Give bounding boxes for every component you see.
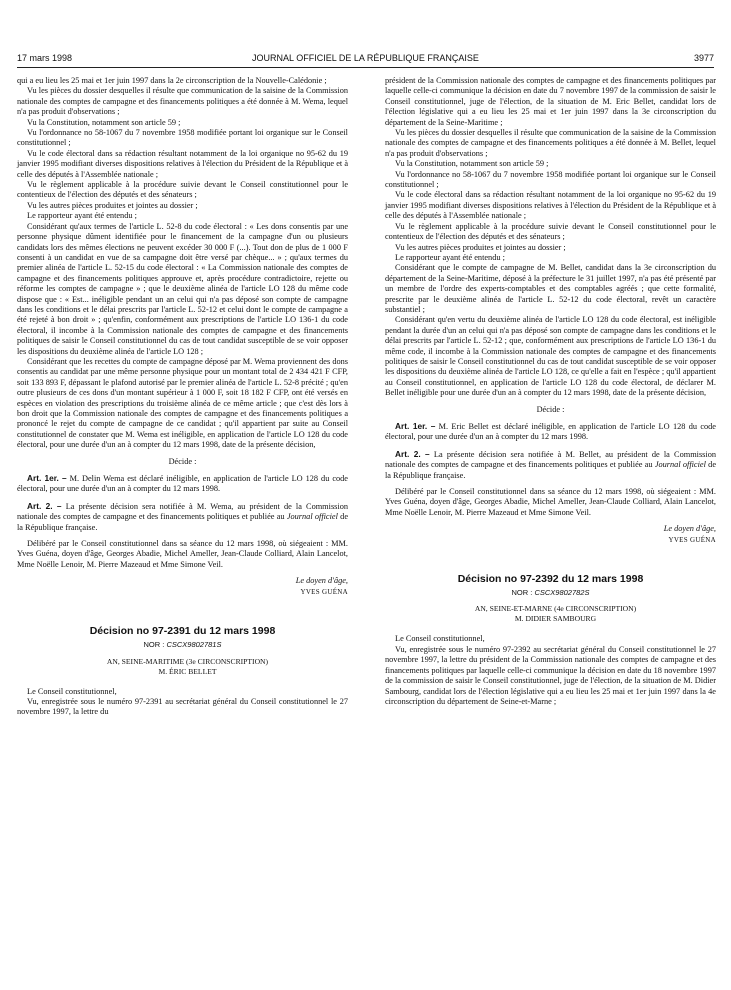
paragraph: Le Conseil constitutionnel, [395,634,485,644]
decision-candidate: M. ÉRIC BELLET [158,666,217,676]
signature-name: YVES GUÉNA [668,535,716,544]
paragraph: Le Conseil constitutionnel, [27,686,117,696]
deliberation: Délibéré par le Conseil constitutionnel dans sa séance du 12 mars 1998, où siégeaient : MM. Yves Guéna, doyen d'âge, Georges Abadie, Michel Ameller, Jean-Claude Colliard, Alain Lancelot, Mme Noëlle Lenoir, M. Pierre Mazeaud et Mme Simone Veil. [385,487,716,517]
left-column [17,76,348,718]
article-2 [385,449,716,481]
decision-title: Décision no 97-2392 du 12 mars 1998 [457,573,644,586]
paragraph: Le rapporteur ayant été entendu ; [27,211,137,221]
article-text: La présente décision sera notifiée à M. Bellet, au président de la Commission nationale des comptes de campagne et des financements politiques et publiée au [385,449,717,470]
article-label: Art. 1er. – [395,421,436,431]
paragraph: Vu, enregistrée sous le numéro 97-2392 au secrétariat général du Conseil constitutionnel le 27 novembre 1997, la lettre du président de la Commission nationale des comptes de campagne et des financements politiques par laquelle celle-ci communique la décision en date du 18 novembre 1997 de la commission de saisir le Conseil constitutionnel, juge de l'élection, de la situation de M. Didier Sambourg, candidat lors de l'élection législative qui a eu lieu les 25 mai et 1er juin 1997 dans la 4e circonscription du département de Seine-et-Marne ; [385,644,716,706]
right-column [385,76,716,707]
header-journal-title: JOURNAL OFFICIEL DE LA RÉPUBLIQUE FRANÇAISE [252,53,479,63]
paragraph: Vu l'ordonnance no 58-1067 du 7 novembre 1958 modifiée portant loi organique sur le Conseil constitutionnel ; [385,169,716,190]
paragraph: Considérant qu'aux termes de l'article L. 52-8 du code électoral : « Les dons consentis par une personne physique dûment identifiée pour le financement de la campagne d'un ou plusieurs candidats lors des mêmes élections ne peuvent excéder 30 000 F (...). Tout don de plus de 1 000 F consenti à un candidat en vue de sa campagne doit être versé par chèque... » ; qu'aux termes du premier alinéa de l'article L. 52-15 du code électoral : « La Commission nationale des comptes de campagne et des financements politiques approuve et, après procédure contradictoire, rejette ou réforme les comptes de campagne » ; que le deuxième alinéa de l'article LO 128 du même code dispose que : « Est... inéligible pendant un an celui qui n'a pas déposé son compte de campagne dans les conditions et le délai prescrits par l'article L. 52-12 et celui dont le compte de campagne a été rejeté à bon droit » ; qu'enfin, conformément aux prescriptions de l'article LO 136-1 du code électoral, il incombe à la Commission nationale des comptes de campagne et des financements politiques de saisir le Conseil constitutionnel du cas de tout candidat susceptible de se voir opposer les dispositions du deuxième alinéa de l'article LO 128 ; [17,221,348,356]
article-2 [17,501,348,533]
article-label: Art. 2. – [27,500,62,511]
article-text: M. Delin Wema est déclaré inéligible, en application de l'article LO 128 du code électoral, pour une durée d'un an à compter du 12 mars 1998. [17,474,348,494]
paragraph: Vu les pièces du dossier desquelles il résulte que communication de la saisine de la Commission nationale des comptes de campagne et des financements politiques a été donnée à M. Bellet, lequel n'a pas produit d'observations ; [385,128,716,158]
page-header [17,53,714,68]
decide-heading: Décide : [536,404,565,414]
nor-label: NOR : [511,588,535,598]
paragraph: Vu, enregistrée sous le numéro 97-2391 au secrétariat général du Conseil constitutionnel le 27 novembre 1997, la lettre du [17,696,348,717]
article-text: M. Eric Bellet est déclaré inéligible, en application de l'article LO 128 du code électoral, pour une durée d'un an à compter du 12 mars 1998. [385,422,716,442]
nor-reference [17,640,348,650]
signature-title: Le doyen d'âge, [295,576,348,586]
paragraph: Vu l'ordonnance no 58-1067 du 7 novembre 1958 modifiée portant loi organique sur le Conseil constitutionnel ; [17,128,348,148]
article-1 [385,421,716,443]
paragraph: Considérant qu'en vertu du deuxième alinéa de l'article LO 128 du code électoral, est inéligible pendant la durée d'un an celui qui n'a pas déposé son compte de campagne dans les conditions et le délai prescrits par l'article L. 52-12 ; que, conformément aux prescriptions de l'article LO 136-1 du même code, il incombe à la Commission nationale des comptes de campagne et des financements politiques de saisir le Conseil constitutionnel du cas de tout candidat susceptible de se voir opposer les dispositions du deuxième alinéa de l'article LO 128, ce qu'elle a fait en l'espèce ; qu'il appartient au Conseil constitutionnel, en application de l'article LO 128 du code électoral, de déclarer M. Bellet inéligible pour une durée d'un an à compter du 12 mars 1998, date de la présente décision, [385,315,716,398]
paragraph: qui a eu lieu les 25 mai et 1er juin 1997 dans la 2e circonscription de la Nouvelle-Calédonie ; [17,76,327,85]
journal-officiel-italic: Journal officiel [286,512,338,522]
paragraph: Vu le code électoral dans sa rédaction résultant notamment de la loi organique no 95-62 du 19 janvier 1995 modifiant diverses dispositions relatives à l'élection du Président de la République et à celle des députés à l'Assemblée nationale ; [385,190,716,221]
paragraph: Vu les autres pièces produites et jointes au dossier ; [27,200,198,210]
paragraph: Vu les pièces du dossier desquelles il résulte que communication de la saisine de la Commission nationale des comptes de campagne et des financements politiques a été donnée à M. Wema, lequel n'a pas produit d'observations ; [17,86,348,117]
header-date: 17 mars 1998 [17,53,73,63]
paragraph: Considérant que le compte de campagne de M. Bellet, candidat dans la 3e circonscription du département de la Seine-Maritime, déposé à la préfecture le 31 juillet 1997, n'a pas été présenté par un membre de l'ordre des experts-comptables et des comptables agréés ; que cette formalité, prescrite par le deuxième alinéa de l'article L. 52-12 du code électoral, revêt un caractère substantiel ; [385,263,716,314]
nor-code: CSCX9802781S [166,640,222,650]
article-1 [17,473,348,495]
signature-title: Le doyen d'âge, [663,524,716,534]
paragraph: Le rapporteur ayant été entendu ; [395,252,505,262]
article-label: Art. 1er. – [27,473,67,484]
paragraph: Vu le code électoral dans sa rédaction résultant notamment de la loi organique no 95-62 du 19 janvier 1995 modifiant diverses dispositions relatives à l'élection du Président de la République et à celle des députés à l'Assemblée nationale ; [17,148,348,179]
deliberation: Délibéré par le Conseil constitutionnel dans sa séance du 12 mars 1998, où siégeaient : MM. Yves Guéna, doyen d'âge, Georges Abadie, Michel Ameller, Jean-Claude Colliard, Alain Lancelot, Mme Noëlle Lenoir, M. Pierre Mazeaud et Mme Simone Veil. [17,539,348,569]
paragraph: Vu la Constitution, notamment son article 59 ; [27,117,181,127]
nor-code: CSCX9802782S [534,588,590,598]
decision-subtitle: AN, SEINE-ET-MARNE (4e CIRCONSCRIPTION) [474,604,637,614]
paragraph: Considérant que les recettes du compte de campagne déposé par M. Wema proviennent des dons consentis au candidat par une même personne physique pour un montant total de 2 434 421 F CFP, soit 133 893 F, dépassant le plafond autorisé par le premier alinéa de l'article L. 52-8 précité ; qu'en outre plusieurs de ces dons d'un montant supérieur à 1 000 F, soit 18 182 F CFP, ont été versés en espèces en violation des prescriptions du troisième alinéa de ce même article ; que c'est dès lors à bon droit que la Commission nationale des comptes de campagne et des financements politiques a prononcé le rejet du compte de campagne de ce candidat ; qu'il appartient par suite au Conseil constitutionnel de constater que M. Wema est inéligible, en application de l'article LO 128 du code électoral, pour une durée d'un an à compter du 12 mars 1998, date de la présente décision, [17,356,348,450]
signature-name: YVES GUÉNA [300,587,348,596]
article-text: de la République française. [385,460,717,480]
nor-reference [385,588,716,598]
paragraph: Vu le règlement applicable à la procédure suivie devant le Conseil constitutionnel pour le contentieux de l'élection des députés et des sénateurs ; [385,221,716,242]
nor-label: NOR : [143,640,167,650]
decide-heading: Décide : [168,456,197,466]
article-label: Art. 2. – [395,448,430,459]
journal-officiel-italic: Journal officiel [654,460,706,470]
paragraph: Vu le règlement applicable à la procédure suivie devant le Conseil constitutionnel pour le contentieux de l'élection des députés et des sénateurs ; [17,180,348,200]
paragraph: président de la Commission nationale des comptes de campagne et des financements politiques par laquelle celle-ci communique la décision en date du 7 novembre 1997 de la commission de saisir le Conseil constitutionnel, juge de l'élection, de la situation de M. Eric Bellet, candidat lors de l'élection législative qui a eu lieu les 25 mai et 1er juin 1997 dans la 3e circonscription du département de la Seine-Maritime ; [385,76,716,127]
decision-title: Décision no 97-2391 du 12 mars 1998 [89,625,276,638]
header-page-number: 3977 [693,53,714,63]
article-text: de la République française. [17,512,349,532]
decision-candidate: M. DIDIER SAMBOURG [514,614,597,624]
paragraph: Vu les autres pièces produites et jointes au dossier ; [395,242,566,252]
decision-subtitle: AN, SEINE-MARITIME (3e CIRCONSCRIPTION) [106,656,269,666]
paragraph: Vu la Constitution, notamment son article 59 ; [395,159,549,169]
article-text: La présente décision sera notifiée à M. Wema, au président de la Commission nationale des comptes de campagne et des financements politiques et publiée au [17,501,349,522]
